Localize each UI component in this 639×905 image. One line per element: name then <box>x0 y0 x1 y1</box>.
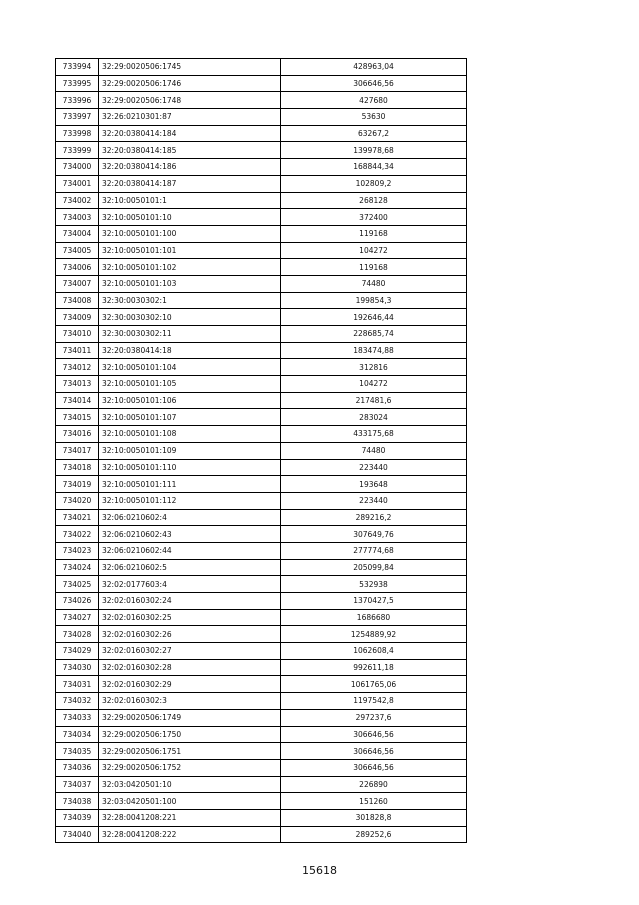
value-cell: 102809,2 <box>281 175 467 192</box>
table-row <box>56 192 467 209</box>
row-number-cell: 733994 <box>56 59 99 76</box>
records-table <box>55 58 467 843</box>
row-number-cell: 734029 <box>56 643 99 660</box>
row-number-cell: 733999 <box>56 142 99 159</box>
value-cell: 306646,56 <box>281 743 467 760</box>
value-cell: 1061765,06 <box>281 676 467 693</box>
cadastral-number-cell: 32:29:0020506:1752 <box>99 759 281 776</box>
table-row <box>56 342 467 359</box>
cadastral-number-cell: 32:10:0050101:1 <box>99 192 281 209</box>
table-row <box>56 209 467 226</box>
value-cell: 104272 <box>281 242 467 259</box>
cadastral-number-cell: 32:29:0020506:1746 <box>99 75 281 92</box>
row-number-cell: 734010 <box>56 326 99 343</box>
value-cell: 289252,6 <box>281 826 467 843</box>
table-row <box>56 359 467 376</box>
row-number-cell: 734019 <box>56 476 99 493</box>
value-cell: 63267,2 <box>281 125 467 142</box>
row-number-cell: 734008 <box>56 292 99 309</box>
table-row <box>56 776 467 793</box>
table-row <box>56 225 467 242</box>
cadastral-number-cell: 32:06:0210602:44 <box>99 542 281 559</box>
cadastral-number-cell: 32:10:0050101:102 <box>99 259 281 276</box>
cadastral-number-cell: 32:20:0380414:187 <box>99 175 281 192</box>
value-cell: 532938 <box>281 576 467 593</box>
table-row <box>56 142 467 159</box>
table-row <box>56 242 467 259</box>
cadastral-number-cell: 32:02:0160302:3 <box>99 693 281 710</box>
cadastral-number-cell: 32:20:0380414:184 <box>99 125 281 142</box>
value-cell: 289216,2 <box>281 509 467 526</box>
row-number-cell: 733998 <box>56 125 99 142</box>
cadastral-number-cell: 32:20:0380414:185 <box>99 142 281 159</box>
table-row <box>56 593 467 610</box>
row-number-cell: 734011 <box>56 342 99 359</box>
table-row <box>56 609 467 626</box>
cadastral-number-cell: 32:29:0020506:1749 <box>99 709 281 726</box>
cadastral-number-cell: 32:10:0050101:112 <box>99 492 281 509</box>
table-row <box>56 626 467 643</box>
table-row <box>56 92 467 109</box>
cadastral-number-cell: 32:03:0420501:10 <box>99 776 281 793</box>
value-cell: 205099,84 <box>281 559 467 576</box>
row-number-cell: 734016 <box>56 426 99 443</box>
row-number-cell: 734030 <box>56 659 99 676</box>
value-cell: 217481,6 <box>281 392 467 409</box>
page-number: 15618 <box>302 864 337 877</box>
row-number-cell: 734036 <box>56 759 99 776</box>
row-number-cell: 733997 <box>56 109 99 126</box>
records-table-body <box>56 59 467 843</box>
value-cell: 168844,34 <box>281 159 467 176</box>
table-row <box>56 376 467 393</box>
value-cell: 199854,3 <box>281 292 467 309</box>
row-number-cell: 734003 <box>56 209 99 226</box>
table-row <box>56 659 467 676</box>
table-row <box>56 726 467 743</box>
row-number-cell: 734004 <box>56 225 99 242</box>
table-row <box>56 676 467 693</box>
value-cell: 992611,18 <box>281 659 467 676</box>
cadastral-number-cell: 32:06:0210602:4 <box>99 509 281 526</box>
table-row <box>56 326 467 343</box>
row-number-cell: 734015 <box>56 409 99 426</box>
row-number-cell: 734031 <box>56 676 99 693</box>
row-number-cell: 734017 <box>56 442 99 459</box>
row-number-cell: 734002 <box>56 192 99 209</box>
cadastral-number-cell: 32:06:0210602:5 <box>99 559 281 576</box>
cadastral-number-cell: 32:10:0050101:104 <box>99 359 281 376</box>
row-number-cell: 734035 <box>56 743 99 760</box>
row-number-cell: 734021 <box>56 509 99 526</box>
value-cell: 1254889,92 <box>281 626 467 643</box>
cadastral-number-cell: 32:28:0041208:221 <box>99 809 281 826</box>
table-row <box>56 709 467 726</box>
cadastral-number-cell: 32:28:0041208:222 <box>99 826 281 843</box>
cadastral-number-cell: 32:30:0030302:11 <box>99 326 281 343</box>
value-cell: 192646,44 <box>281 309 467 326</box>
table-row <box>56 643 467 660</box>
row-number-cell: 734006 <box>56 259 99 276</box>
cadastral-number-cell: 32:06:0210602:43 <box>99 526 281 543</box>
value-cell: 193648 <box>281 476 467 493</box>
row-number-cell: 733996 <box>56 92 99 109</box>
table-row <box>56 409 467 426</box>
row-number-cell: 734033 <box>56 709 99 726</box>
value-cell: 306646,56 <box>281 75 467 92</box>
value-cell: 372400 <box>281 209 467 226</box>
cadastral-number-cell: 32:02:0160302:29 <box>99 676 281 693</box>
table-row <box>56 759 467 776</box>
value-cell: 433175,68 <box>281 426 467 443</box>
row-number-cell: 734039 <box>56 809 99 826</box>
table-row <box>56 509 467 526</box>
table-row <box>56 309 467 326</box>
cadastral-number-cell: 32:10:0050101:107 <box>99 409 281 426</box>
value-cell: 1062608,4 <box>281 643 467 660</box>
cadastral-number-cell: 32:10:0050101:105 <box>99 376 281 393</box>
row-number-cell: 734034 <box>56 726 99 743</box>
cadastral-number-cell: 32:10:0050101:100 <box>99 225 281 242</box>
row-number-cell: 734028 <box>56 626 99 643</box>
table-row <box>56 75 467 92</box>
cadastral-number-cell: 32:03:0420501:100 <box>99 793 281 810</box>
table-row <box>56 526 467 543</box>
table-row <box>56 442 467 459</box>
value-cell: 283024 <box>281 409 467 426</box>
cadastral-number-cell: 32:30:0030302:10 <box>99 309 281 326</box>
value-cell: 226890 <box>281 776 467 793</box>
value-cell: 277774,68 <box>281 542 467 559</box>
table-row <box>56 125 467 142</box>
value-cell: 427680 <box>281 92 467 109</box>
cadastral-number-cell: 32:29:0020506:1750 <box>99 726 281 743</box>
value-cell: 74480 <box>281 275 467 292</box>
row-number-cell: 734013 <box>56 376 99 393</box>
value-cell: 151260 <box>281 793 467 810</box>
value-cell: 223440 <box>281 459 467 476</box>
row-number-cell: 734040 <box>56 826 99 843</box>
value-cell: 312816 <box>281 359 467 376</box>
cadastral-number-cell: 32:29:0020506:1748 <box>99 92 281 109</box>
cadastral-number-cell: 32:10:0050101:111 <box>99 476 281 493</box>
table-row <box>56 476 467 493</box>
table-row <box>56 275 467 292</box>
cadastral-number-cell: 32:02:0160302:24 <box>99 593 281 610</box>
table-row <box>56 292 467 309</box>
value-cell: 139978,68 <box>281 142 467 159</box>
cadastral-number-cell: 32:10:0050101:10 <box>99 209 281 226</box>
table-row <box>56 826 467 843</box>
value-cell: 428963,04 <box>281 59 467 76</box>
cadastral-number-cell: 32:10:0050101:110 <box>99 459 281 476</box>
table-row <box>56 392 467 409</box>
row-number-cell: 734023 <box>56 542 99 559</box>
value-cell: 306646,56 <box>281 726 467 743</box>
row-number-cell: 734009 <box>56 309 99 326</box>
table-row <box>56 542 467 559</box>
cadastral-number-cell: 32:10:0050101:106 <box>99 392 281 409</box>
row-number-cell: 734020 <box>56 492 99 509</box>
value-cell: 119168 <box>281 225 467 242</box>
table-row <box>56 426 467 443</box>
row-number-cell: 734022 <box>56 526 99 543</box>
row-number-cell: 734026 <box>56 593 99 610</box>
table-row <box>56 743 467 760</box>
row-number-cell: 734014 <box>56 392 99 409</box>
row-number-cell: 734024 <box>56 559 99 576</box>
row-number-cell: 734018 <box>56 459 99 476</box>
value-cell: 307649,76 <box>281 526 467 543</box>
cadastral-number-cell: 32:30:0030302:1 <box>99 292 281 309</box>
cadastral-number-cell: 32:10:0050101:101 <box>99 242 281 259</box>
value-cell: 104272 <box>281 376 467 393</box>
cadastral-number-cell: 32:02:0160302:28 <box>99 659 281 676</box>
cadastral-number-cell: 32:10:0050101:109 <box>99 442 281 459</box>
cadastral-number-cell: 32:02:0177603:4 <box>99 576 281 593</box>
value-cell: 268128 <box>281 192 467 209</box>
value-cell: 301828,8 <box>281 809 467 826</box>
value-cell: 74480 <box>281 442 467 459</box>
value-cell: 223440 <box>281 492 467 509</box>
value-cell: 119168 <box>281 259 467 276</box>
value-cell: 297237,6 <box>281 709 467 726</box>
cadastral-number-cell: 32:29:0020506:1745 <box>99 59 281 76</box>
cadastral-number-cell: 32:10:0050101:103 <box>99 275 281 292</box>
cadastral-number-cell: 32:26:0210301:87 <box>99 109 281 126</box>
table-row <box>56 175 467 192</box>
value-cell: 306646,56 <box>281 759 467 776</box>
row-number-cell: 734000 <box>56 159 99 176</box>
table-row <box>56 459 467 476</box>
cadastral-number-cell: 32:20:0380414:186 <box>99 159 281 176</box>
table-row <box>56 492 467 509</box>
table-row <box>56 109 467 126</box>
row-number-cell: 734005 <box>56 242 99 259</box>
table-row <box>56 809 467 826</box>
value-cell: 183474,88 <box>281 342 467 359</box>
cadastral-number-cell: 32:02:0160302:25 <box>99 609 281 626</box>
table-row <box>56 559 467 576</box>
row-number-cell: 734032 <box>56 693 99 710</box>
cadastral-number-cell: 32:02:0160302:27 <box>99 643 281 660</box>
cadastral-number-cell: 32:29:0020506:1751 <box>99 743 281 760</box>
row-number-cell: 734007 <box>56 275 99 292</box>
table-row <box>56 793 467 810</box>
value-cell: 53630 <box>281 109 467 126</box>
table-row <box>56 159 467 176</box>
value-cell: 228685,74 <box>281 326 467 343</box>
row-number-cell: 734037 <box>56 776 99 793</box>
cadastral-number-cell: 32:02:0160302:26 <box>99 626 281 643</box>
cadastral-number-cell: 32:10:0050101:108 <box>99 426 281 443</box>
table-row <box>56 693 467 710</box>
row-number-cell: 734025 <box>56 576 99 593</box>
table-row <box>56 576 467 593</box>
cadastral-number-cell: 32:20:0380414:18 <box>99 342 281 359</box>
value-cell: 1686680 <box>281 609 467 626</box>
row-number-cell: 733995 <box>56 75 99 92</box>
row-number-cell: 734038 <box>56 793 99 810</box>
table-row <box>56 259 467 276</box>
row-number-cell: 734012 <box>56 359 99 376</box>
table-row <box>56 59 467 76</box>
value-cell: 1197542,8 <box>281 693 467 710</box>
value-cell: 1370427,5 <box>281 593 467 610</box>
row-number-cell: 734001 <box>56 175 99 192</box>
row-number-cell: 734027 <box>56 609 99 626</box>
